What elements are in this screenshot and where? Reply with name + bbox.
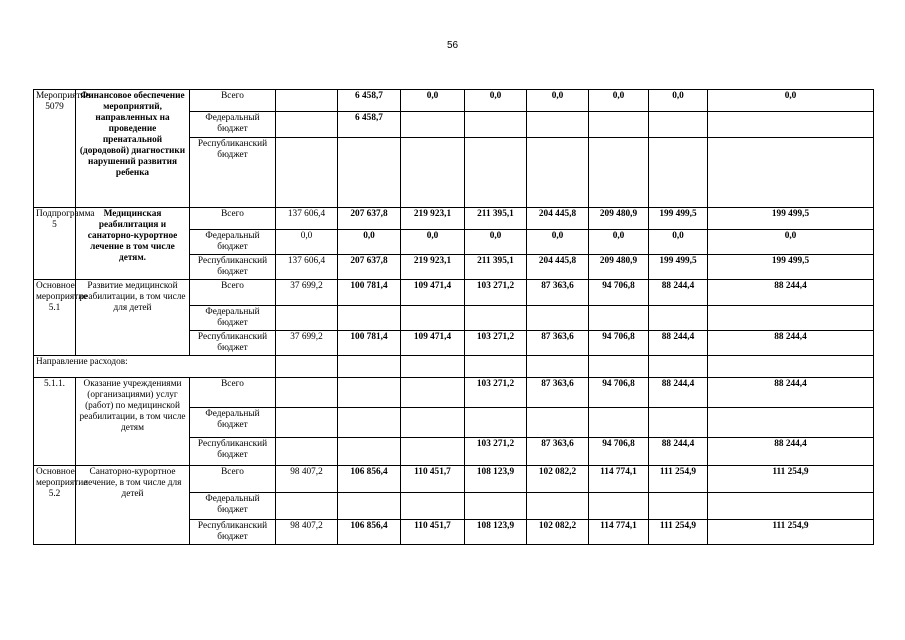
value-cell xyxy=(708,112,874,138)
value-cell: 199 499,5 xyxy=(649,208,708,230)
value-cell xyxy=(527,138,589,208)
value-cell: 94 706,8 xyxy=(589,331,649,356)
value-cell xyxy=(649,493,708,520)
value-cell: 88 244,4 xyxy=(649,438,708,466)
value-cell: 37 699,2 xyxy=(276,331,338,356)
funding-source: Республиканский бюджет xyxy=(190,255,276,280)
value-cell xyxy=(589,306,649,331)
value-cell: 114 774,1 xyxy=(589,520,649,545)
value-cell xyxy=(465,138,527,208)
value-cell xyxy=(465,112,527,138)
value-cell xyxy=(589,408,649,438)
budget-table xyxy=(33,89,874,545)
value-cell: 108 123,9 xyxy=(465,520,527,545)
value-cell: 0,0 xyxy=(708,230,874,255)
funding-source: Федеральный бюджет xyxy=(190,408,276,438)
value-cell xyxy=(708,138,874,208)
value-cell: 207 637,8 xyxy=(338,208,401,230)
value-cell xyxy=(276,408,338,438)
value-cell: 88 244,4 xyxy=(649,378,708,408)
value-cell: 100 781,4 xyxy=(338,280,401,306)
funding-source: Всего xyxy=(190,280,276,306)
value-cell: 111 254,9 xyxy=(649,520,708,545)
value-cell: 0,0 xyxy=(401,230,465,255)
value-cell xyxy=(338,306,401,331)
value-cell: 111 254,9 xyxy=(649,466,708,493)
value-cell: 94 706,8 xyxy=(589,438,649,466)
value-cell: 199 499,5 xyxy=(649,255,708,280)
value-cell: 106 856,4 xyxy=(338,520,401,545)
item-code: Мероприятие 5079 xyxy=(34,90,76,208)
funding-source: Республиканский бюджет xyxy=(190,520,276,545)
value-cell: 0,0 xyxy=(589,90,649,112)
funding-source: Республиканский бюджет xyxy=(190,438,276,466)
value-cell xyxy=(276,378,338,408)
funding-source: Федеральный бюджет xyxy=(190,112,276,138)
value-cell xyxy=(708,408,874,438)
funding-source: Республиканский бюджет xyxy=(190,331,276,356)
empty-cell xyxy=(465,356,527,378)
value-cell xyxy=(276,438,338,466)
value-cell xyxy=(276,112,338,138)
table-body xyxy=(34,90,874,545)
value-cell: 0,0 xyxy=(465,230,527,255)
value-cell: 219 923,1 xyxy=(401,208,465,230)
funding-source: Всего xyxy=(190,378,276,408)
value-cell xyxy=(276,90,338,112)
empty-cell xyxy=(401,356,465,378)
value-cell: 103 271,2 xyxy=(465,280,527,306)
value-cell: 209 480,9 xyxy=(589,255,649,280)
funding-source: Всего xyxy=(190,466,276,493)
empty-cell xyxy=(276,356,338,378)
value-cell xyxy=(276,493,338,520)
value-cell xyxy=(338,138,401,208)
value-cell xyxy=(649,138,708,208)
value-cell xyxy=(649,306,708,331)
value-cell xyxy=(708,306,874,331)
value-cell: 207 637,8 xyxy=(338,255,401,280)
value-cell: 88 244,4 xyxy=(708,438,874,466)
value-cell xyxy=(465,493,527,520)
page-number: 56 xyxy=(446,40,459,51)
value-cell xyxy=(338,408,401,438)
value-cell xyxy=(276,306,338,331)
value-cell: 209 480,9 xyxy=(589,208,649,230)
value-cell: 111 254,9 xyxy=(708,466,874,493)
value-cell xyxy=(401,378,465,408)
funding-source: Федеральный бюджет xyxy=(190,306,276,331)
value-cell: 0,0 xyxy=(527,90,589,112)
value-cell: 204 445,8 xyxy=(527,208,589,230)
item-code: Основное мероприятие 5.2 xyxy=(34,466,76,545)
value-cell: 0,0 xyxy=(708,90,874,112)
value-cell xyxy=(649,112,708,138)
value-cell xyxy=(527,306,589,331)
value-cell xyxy=(465,306,527,331)
funding-source: Республиканский бюджет xyxy=(190,138,276,208)
value-cell: 199 499,5 xyxy=(708,208,874,230)
value-cell: 103 271,2 xyxy=(465,378,527,408)
value-cell: 98 407,2 xyxy=(276,520,338,545)
value-cell: 0,0 xyxy=(276,230,338,255)
value-cell: 0,0 xyxy=(527,230,589,255)
value-cell: 108 123,9 xyxy=(465,466,527,493)
value-cell: 37 699,2 xyxy=(276,280,338,306)
value-cell: 94 706,8 xyxy=(589,280,649,306)
value-cell xyxy=(527,112,589,138)
value-cell: 102 082,2 xyxy=(527,520,589,545)
value-cell: 88 244,4 xyxy=(708,280,874,306)
value-cell xyxy=(401,306,465,331)
value-cell: 6 458,7 xyxy=(338,112,401,138)
value-cell xyxy=(401,438,465,466)
value-cell: 110 451,7 xyxy=(401,520,465,545)
funding-source: Федеральный бюджет xyxy=(190,493,276,520)
value-cell: 109 471,4 xyxy=(401,331,465,356)
value-cell: 88 244,4 xyxy=(708,378,874,408)
value-cell: 0,0 xyxy=(465,90,527,112)
value-cell: 88 244,4 xyxy=(649,280,708,306)
item-name: Санаторно-курортное лечение, в том числе для детей xyxy=(76,466,190,545)
value-cell xyxy=(401,112,465,138)
empty-cell xyxy=(649,356,708,378)
value-cell: 0,0 xyxy=(649,90,708,112)
empty-cell xyxy=(338,356,401,378)
funding-source: Федеральный бюджет xyxy=(190,230,276,255)
value-cell xyxy=(401,138,465,208)
table-row xyxy=(34,378,874,408)
table-row xyxy=(34,90,874,112)
value-cell: 87 363,6 xyxy=(527,331,589,356)
value-cell xyxy=(401,408,465,438)
value-cell: 88 244,4 xyxy=(708,331,874,356)
table-row xyxy=(34,208,874,230)
value-cell: 0,0 xyxy=(401,90,465,112)
item-name: Развитие медицинской реабилитации, в том числе для детей xyxy=(76,280,190,356)
value-cell: 103 271,2 xyxy=(465,438,527,466)
value-cell xyxy=(401,493,465,520)
empty-cell xyxy=(589,356,649,378)
value-cell xyxy=(527,493,589,520)
value-cell: 6 458,7 xyxy=(338,90,401,112)
value-cell: 103 271,2 xyxy=(465,331,527,356)
funding-source: Всего xyxy=(190,208,276,230)
value-cell: 0,0 xyxy=(589,230,649,255)
value-cell xyxy=(338,493,401,520)
value-cell: 0,0 xyxy=(649,230,708,255)
table-row xyxy=(34,466,874,493)
item-code: Подпрограмма 5 xyxy=(34,208,76,280)
value-cell: 199 499,5 xyxy=(708,255,874,280)
item-name: Оказание учреждениями (организациями) услуг (работ) по медицинской реабилитации, в том числе детям xyxy=(76,378,190,466)
value-cell: 109 471,4 xyxy=(401,280,465,306)
value-cell xyxy=(465,408,527,438)
item-code: Основное мероприятие 5.1 xyxy=(34,280,76,356)
value-cell: 137 606,4 xyxy=(276,208,338,230)
value-cell: 114 774,1 xyxy=(589,466,649,493)
value-cell: 211 395,1 xyxy=(465,208,527,230)
value-cell: 87 363,6 xyxy=(527,378,589,408)
value-cell: 87 363,6 xyxy=(527,438,589,466)
value-cell: 106 856,4 xyxy=(338,466,401,493)
value-cell xyxy=(589,112,649,138)
value-cell xyxy=(527,408,589,438)
value-cell: 88 244,4 xyxy=(649,331,708,356)
value-cell xyxy=(589,138,649,208)
value-cell: 111 254,9 xyxy=(708,520,874,545)
value-cell: 137 606,4 xyxy=(276,255,338,280)
funding-source: Всего xyxy=(190,90,276,112)
value-cell xyxy=(338,378,401,408)
table-row xyxy=(34,280,874,306)
item-name: Медицинская реабилитация и санаторно-курортное лечение в том числе детям. xyxy=(76,208,190,280)
value-cell: 87 363,6 xyxy=(527,280,589,306)
value-cell: 98 407,2 xyxy=(276,466,338,493)
value-cell xyxy=(649,408,708,438)
value-cell xyxy=(589,493,649,520)
empty-cell xyxy=(527,356,589,378)
value-cell: 0,0 xyxy=(338,230,401,255)
section-row xyxy=(34,356,874,378)
value-cell xyxy=(276,138,338,208)
item-code: 5.1.1. xyxy=(34,378,76,466)
value-cell: 110 451,7 xyxy=(401,466,465,493)
value-cell: 100 781,4 xyxy=(338,331,401,356)
value-cell: 219 923,1 xyxy=(401,255,465,280)
item-name: Финансовое обеспечение мероприятий, направленных на проведение пренатальной (дородовой) диагностики нарушений развития ребенка xyxy=(76,90,190,208)
value-cell: 94 706,8 xyxy=(589,378,649,408)
section-label: Направление расходов: xyxy=(34,356,276,378)
value-cell xyxy=(338,438,401,466)
value-cell xyxy=(708,493,874,520)
value-cell: 102 082,2 xyxy=(527,466,589,493)
value-cell: 204 445,8 xyxy=(527,255,589,280)
value-cell: 211 395,1 xyxy=(465,255,527,280)
empty-cell xyxy=(708,356,874,378)
